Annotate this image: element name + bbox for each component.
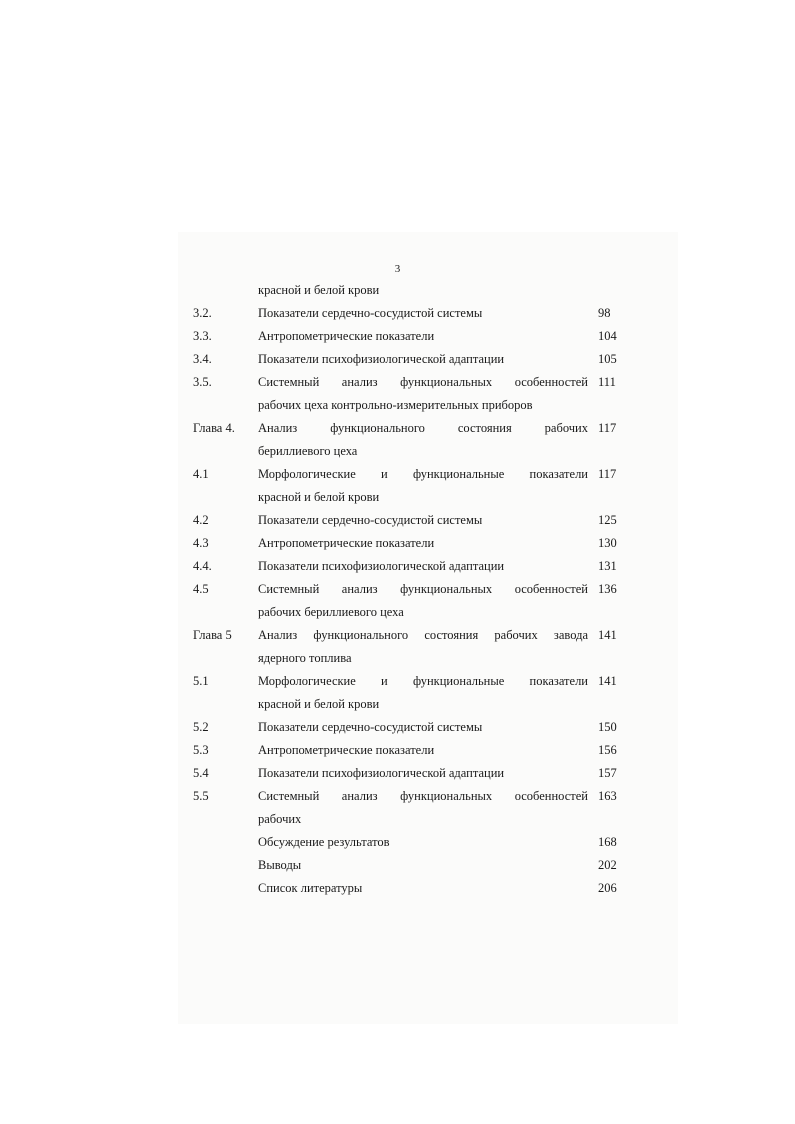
- toc-entry-title: бериллиевого цеха: [258, 444, 358, 458]
- toc-entry-title: ядерного топлива: [258, 651, 352, 665]
- toc-entry-number: 4.2: [193, 513, 209, 527]
- toc-entry-page: 150: [598, 720, 617, 734]
- toc-entry-title: красной и белой крови: [258, 490, 380, 504]
- toc-entry-page: 104: [598, 329, 617, 343]
- toc-entry-title: Обсуждение результатов: [258, 835, 390, 849]
- toc-entry-number: 4.3: [193, 536, 209, 550]
- toc-entry-number: 5.4: [193, 766, 209, 780]
- toc-entry-number: 3.4.: [193, 352, 212, 366]
- toc-entry-page: 105: [598, 352, 617, 366]
- toc-entry-number: 3.5.: [193, 375, 212, 389]
- toc-entry-number: 5.3: [193, 743, 209, 757]
- toc-entry-number: 4.5: [193, 582, 209, 596]
- toc-entry-title: Показатели психофизиологической адаптации: [258, 559, 505, 573]
- toc-entry-title: Морфологические и функциональные показатели: [258, 674, 588, 688]
- toc-entry-page: 157: [598, 766, 617, 780]
- toc-entry-page: 117: [598, 421, 617, 435]
- toc-entry-title: Показатели сердечно-сосудистой системы: [258, 306, 483, 320]
- toc-entry-page: 136: [598, 582, 617, 596]
- toc-entry-title: Антропометрические показатели: [258, 536, 435, 550]
- toc-entry-page: 98: [598, 306, 611, 320]
- toc-entry-page: 111: [598, 375, 616, 389]
- toc-entry-title: красной и белой крови: [258, 697, 380, 711]
- toc-entry-title: Показатели сердечно-сосудистой системы: [258, 720, 483, 734]
- toc-entry-page: 168: [598, 835, 617, 849]
- toc-entry-title: рабочих: [258, 812, 302, 826]
- toc-entry-number: 4.1: [193, 467, 209, 481]
- toc-entry-number: 5.1: [193, 674, 209, 688]
- toc-entry-page: 202: [598, 858, 617, 872]
- toc-entry-number: 5.5: [193, 789, 209, 803]
- toc-entry-page: 141: [598, 674, 617, 688]
- toc-entry-title: Показатели сердечно-сосудистой системы: [258, 513, 483, 527]
- toc-entry-page: 206: [598, 881, 617, 895]
- toc-entry-number: 3.3.: [193, 329, 212, 343]
- toc-entry-title: Антропометрические показатели: [258, 743, 435, 757]
- toc-entry-title: Антропометрические показатели: [258, 329, 435, 343]
- toc-entry-page: 156: [598, 743, 617, 757]
- toc-entry-title: красной и белой крови: [258, 283, 380, 297]
- toc-entry-title: рабочих цеха контрольно-измерительных приборов: [258, 398, 533, 412]
- toc-entry-title: Анализ функционального состояния рабочих завода: [258, 628, 588, 642]
- toc-entry-page: 131: [598, 559, 617, 573]
- toc-entry-title: Показатели психофизиологической адаптации: [258, 766, 505, 780]
- toc-entry-title: Системный анализ функциональных особенностей: [258, 375, 588, 389]
- toc-entry-number: Глава 4.: [193, 421, 235, 435]
- toc-entry-number: 3.2.: [193, 306, 212, 320]
- toc-entry-title: Показатели психофизиологической адаптации: [258, 352, 505, 366]
- toc-entry-page: 125: [598, 513, 617, 527]
- toc-entry-title: Анализ функционального состояния рабочих: [258, 421, 588, 435]
- toc-entry-title: Системный анализ функциональных особенностей: [258, 789, 588, 803]
- toc-entry-title: Морфологические и функциональные показатели: [258, 467, 588, 481]
- toc-entry-number: Глава 5: [193, 628, 232, 642]
- toc-entry-number: 5.2: [193, 720, 209, 734]
- toc-entry-page: 141: [598, 628, 617, 642]
- page-number: 3: [394, 263, 401, 275]
- toc-entry-page: 117: [598, 467, 617, 481]
- toc-entry-title: рабочих бериллиевого цеха: [258, 605, 404, 619]
- toc-entry-title: Выводы: [258, 858, 302, 872]
- toc-entry-page: 163: [598, 789, 617, 803]
- toc-entry-title: Список литературы: [258, 881, 363, 895]
- toc-entry-title: Системный анализ функциональных особенностей: [258, 582, 588, 596]
- toc-entry-number: 4.4.: [193, 559, 212, 573]
- toc-entry-page: 130: [598, 536, 617, 550]
